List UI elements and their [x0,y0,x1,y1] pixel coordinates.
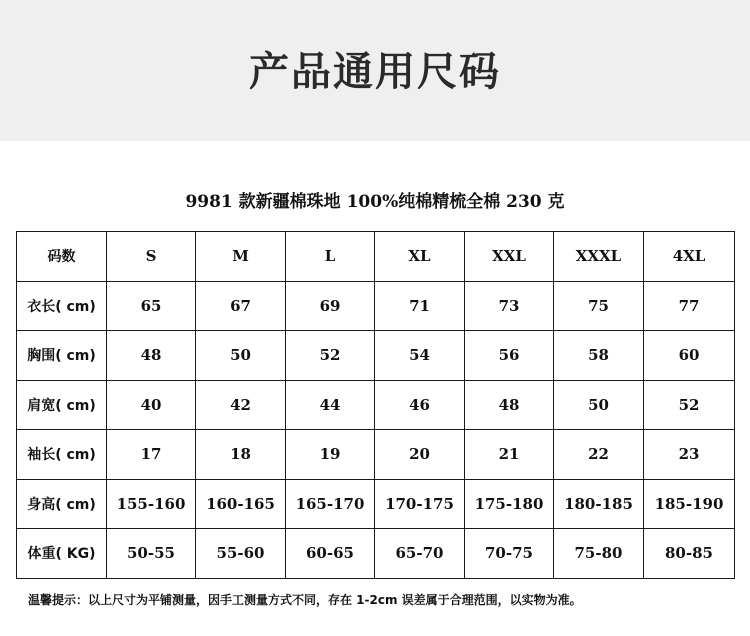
size-header-label: 码数 [17,232,107,282]
size-header-cell: XL [375,232,465,282]
table-cell: 165-170 [286,479,375,529]
table-cell: 65-70 [375,529,465,579]
table-cell: 50-55 [107,529,196,579]
table-cell: 77 [644,281,735,331]
table-cell: 48 [465,380,554,430]
table-cell: 52 [286,331,375,381]
table-row-height [17,479,735,529]
table-cell: 18 [196,430,286,480]
size-header-cell: L [286,232,375,282]
table-cell: 40 [107,380,196,430]
table-cell: 50 [554,380,644,430]
table-cell: 22 [554,430,644,480]
table-cell: 60-65 [286,529,375,579]
size-header-cell: XXL [465,232,554,282]
size-header-cell: XXXL [554,232,644,282]
table-cell: 67 [196,281,286,331]
size-header-row [17,232,735,282]
row-label: 胸围( cm) [17,331,107,381]
row-label: 衣长( cm) [17,281,107,331]
table-cell: 48 [107,331,196,381]
table-cell: 60 [644,331,735,381]
table-cell: 69 [286,281,375,331]
table-row-length [17,281,735,331]
table-cell: 50 [196,331,286,381]
size-chart-table [16,231,735,579]
table-cell: 21 [465,430,554,480]
row-label: 身高( cm) [17,479,107,529]
table-row-weight [17,529,735,579]
table-cell: 42 [196,380,286,430]
table-cell: 58 [554,331,644,381]
measurement-note: 温馨提示：以上尺寸为平铺测量，因手工测量方式不同，存在 1-2cm 误差属于合理范围，以实物为准。 [28,593,582,607]
table-cell: 175-180 [465,479,554,529]
table-cell: 70-75 [465,529,554,579]
table-cell: 19 [286,430,375,480]
table-cell: 160-165 [196,479,286,529]
table-cell: 20 [375,430,465,480]
table-cell: 185-190 [644,479,735,529]
table-cell: 73 [465,281,554,331]
table-cell: 180-185 [554,479,644,529]
table-cell: 56 [465,331,554,381]
table-cell: 23 [644,430,735,480]
table-row-sleeve [17,430,735,480]
table-cell: 170-175 [375,479,465,529]
table-cell: 155-160 [107,479,196,529]
row-label: 袖长( cm) [17,430,107,480]
row-label: 体重( KG) [17,529,107,579]
table-row-shoulder [17,380,735,430]
table-cell: 44 [286,380,375,430]
table-cell: 71 [375,281,465,331]
size-header-cell: S [107,232,196,282]
title-banner [0,0,750,141]
table-cell: 55-60 [196,529,286,579]
table-cell: 46 [375,380,465,430]
product-subtitle: 9981 款新疆棉珠地 100%纯棉精梳全棉 230 克 [185,192,565,212]
size-header-cell: M [196,232,286,282]
table-cell: 65 [107,281,196,331]
table-cell: 75-80 [554,529,644,579]
page-title: 产品通用尺码 [249,49,501,95]
table-cell: 17 [107,430,196,480]
table-cell: 54 [375,331,465,381]
size-header-cell: 4XL [644,232,735,282]
table-cell: 75 [554,281,644,331]
table-cell: 80-85 [644,529,735,579]
table-row-chest [17,331,735,381]
row-label: 肩宽( cm) [17,380,107,430]
table-cell: 52 [644,380,735,430]
